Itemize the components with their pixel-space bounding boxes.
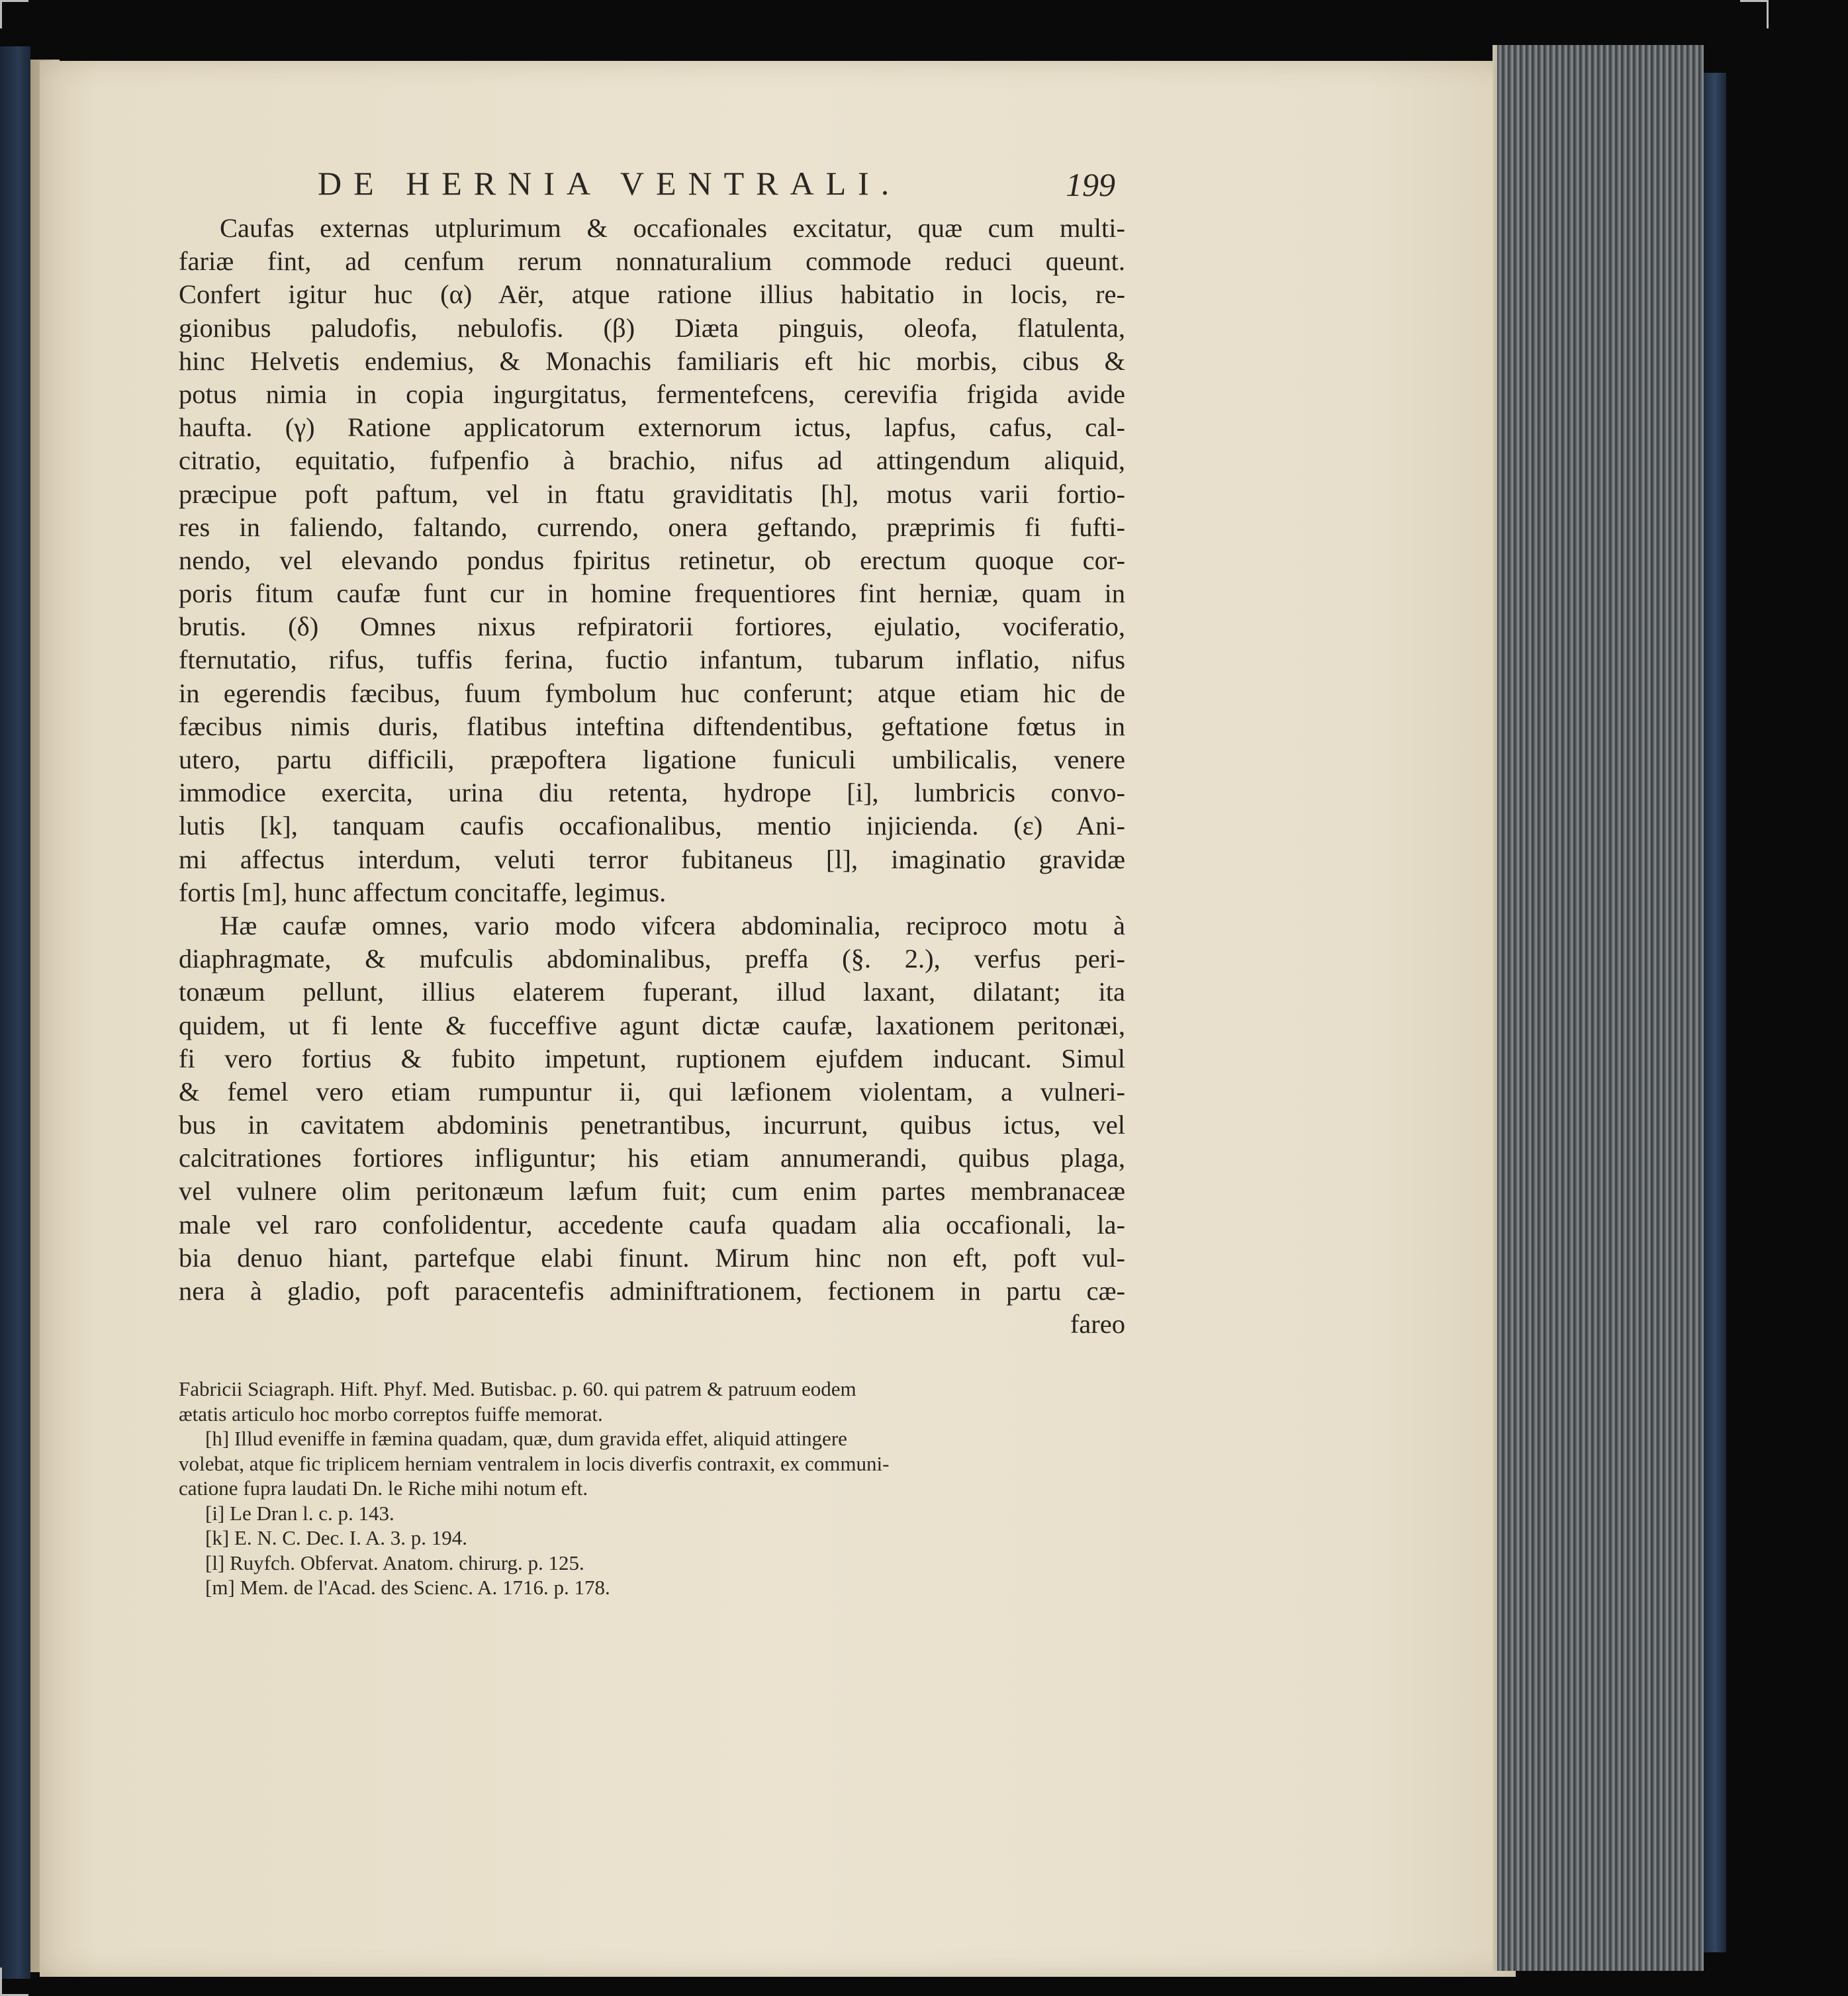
text-line: fortis [m], hunc affectum concitaffe, legimus. [179, 877, 667, 907]
text-line: & femel vero etiam rumpuntur ii, qui læfionem violentam, a vulneri- [179, 1076, 1125, 1107]
footnote-line: catione fupra laudati Dn. le Riche mihi notum eft. [179, 1476, 588, 1500]
text-line: calcitrationes fortiores infliguntur; his etiam annumerandi, quibus plaga, [179, 1143, 1125, 1173]
text-line: gionibus paludofis, nebulofis. (β) Diæta pinguis, oleofa, flatulenta, [179, 312, 1125, 343]
text-line: male vel raro confolidentur, accedente caufa quadam alia occafionali, la- [179, 1209, 1125, 1240]
text-line: nera à gladio, poft paracentefis adminiftrationem, fectionem in partu cæ- [179, 1276, 1125, 1306]
footnote-line: Fabricii Sciagraph. Hift. Phyf. Med. Butisbac. p. 60. qui patrem & patruum eodem [179, 1377, 856, 1400]
catchword: fareo [1070, 1309, 1125, 1339]
text-line: lutis [k], tanquam caufis occafionalibus, mentio injicienda. (ε) Ani- [179, 811, 1125, 841]
scan-crop-mark [1740, 0, 1769, 28]
text-line: quidem, ut fi lente & fucceffive agunt dictæ caufæ, laxationem peritonæi, [179, 1010, 1125, 1040]
text-line: fternutatio, rifus, tuffis ferina, fuctio infantum, tubarum inflatio, nifus [179, 645, 1125, 675]
text-line: potus nimia in copia ingurgitatus, fermentefcens, cerevifia frigida avide [179, 379, 1125, 409]
text-line: vel vulnere olim peritonæum læfum fuit; cum enim partes membranaceæ [179, 1176, 1125, 1206]
text-line: fariæ fint, ad cenfum rerum nonnaturalium commode reduci queunt. [179, 246, 1125, 277]
text-line: in egerendis fæcibus, fuum fymbolum huc conferunt; atque etiam hic de [179, 678, 1125, 708]
footnotes [179, 1377, 1125, 1600]
text-line: bia denuo hiant, partefque elabi finunt. Mirum hinc non eft, poft vul- [179, 1242, 1125, 1273]
book-cover-left [0, 46, 30, 1979]
text-line: Confert igitur huc (α) Aër, atque ratione illius habitatio in locis, re- [179, 279, 1125, 310]
text-line: brutis. (δ) Omnes nixus refpiratorii fortiores, ejulatio, vociferatio, [179, 612, 1125, 642]
text-line: haufta. (γ) Ratione applicatorum externorum ictus, lapfus, cafus, cal- [179, 412, 1125, 443]
text-line: immodice exercita, urina diu retenta, hydrope [i], lumbricis convo- [179, 778, 1125, 808]
running-title: DE HERNIA VENTRALI. [318, 165, 901, 202]
text-line: bus in cavitatem abdominis penetrantibus, incurrunt, quibus ictus, vel [179, 1110, 1125, 1140]
text-line: nendo, vel elevando pondus fpiritus retinetur, ob erectum quoque cor- [179, 545, 1125, 575]
footnote-line: ætatis articulo hoc morbo correptos fuiffe memorat. [179, 1402, 603, 1426]
text-line: poris fitum caufæ funt cur in homine frequentiores fint herniæ, quam in [179, 578, 1125, 609]
page-number: 199 [1066, 166, 1115, 203]
footnote-line: [k] E. N. C. Dec. I. A. 3. p. 194. [205, 1526, 468, 1549]
text-line: hinc Helvetis endemius, & Monachis familiaris eft hic morbis, cibus & [179, 345, 1125, 376]
text-line: tonæum pellunt, illius elaterem fuperant, illud laxant, dilatant; ita [179, 977, 1125, 1007]
scan-crop-mark [0, 0, 28, 28]
text-line: citratio, equitatio, fufpenfio à brachio, nifus ad attingendum aliquid, [179, 445, 1125, 476]
text-line: fi vero fortius & fubito impetunt, ruptionem ejufdem inducant. Simul [179, 1043, 1125, 1073]
text-line: præcipue poft paftum, vel in ftatu graviditatis [h], motus varii fortio- [179, 478, 1125, 509]
text-line: diaphragmate, & mufculis abdominalibus, preffa (§. 2.), verfus peri- [179, 944, 1125, 974]
footnote-line: [m] Mem. de l'Acad. des Scienc. A. 1716. p. 178. [205, 1576, 610, 1599]
footnote-line: [i] Le Dran l. c. p. 143. [205, 1501, 394, 1525]
main-text [179, 212, 1125, 1341]
footnote-line: [h] Illud eveniffe in fæmina quadam, quæ, dum gravida effet, aliquid attingere [205, 1427, 847, 1450]
text-line: Hæ caufæ omnes, vario modo vifcera abdominalia, reciproco motu à [220, 910, 1125, 940]
text-line: res in faliendo, faltando, currendo, onera geftando, præprimis fi fufti- [179, 512, 1125, 542]
text-line: fæcibus nimis duris, flatibus inteftina diftendentibus, geftatione fœtus in [179, 711, 1125, 741]
scan-crop-mark [0, 1968, 28, 1996]
text-line: mi affectus interdum, veluti terror fubitaneus [l], imaginatio gravidæ [179, 844, 1125, 874]
text-line: Caufas externas utplurimum & occafionales excitatur, quæ cum multi- [220, 213, 1125, 243]
book-cover-right [1704, 73, 1726, 1952]
text-line: utero, partu difficili, præpoftera ligatione funiculi umbilicalis, venere [179, 745, 1125, 774]
page-header [318, 164, 1152, 210]
footnote-line: [l] Ruyfch. Obfervat. Anatom. chirurg. p. 125. [205, 1551, 584, 1574]
page-block-edges [1497, 45, 1704, 1971]
footnote-line: volebat, atque fic triplicem herniam ventralem in locis diverfis contraxit, ex communi- [179, 1451, 890, 1475]
